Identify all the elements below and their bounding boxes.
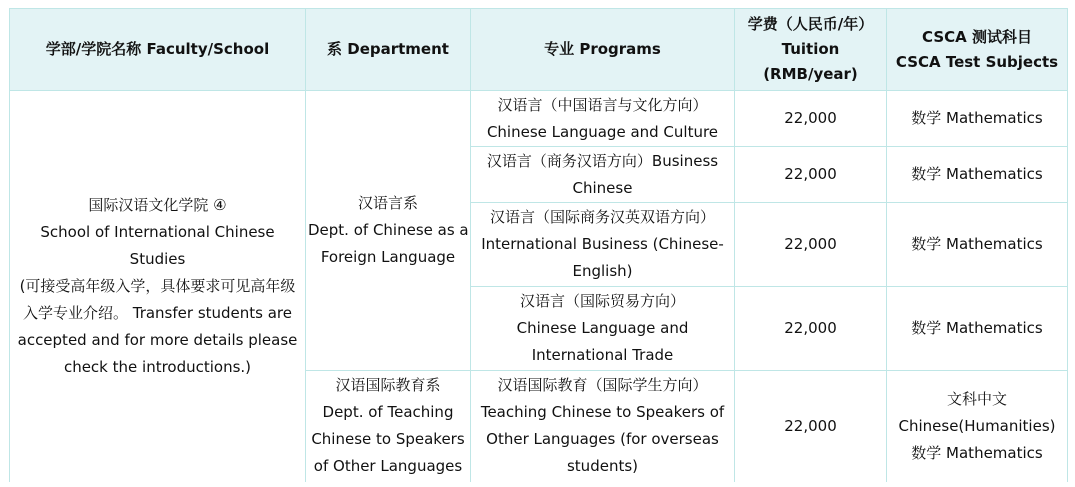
- subjects-cell: [887, 371, 1068, 482]
- table-row: [10, 91, 1068, 147]
- program-line: 汉语国际教育（国际学生方向）: [497, 376, 708, 395]
- department-line: Dept. of Teaching: [322, 403, 454, 422]
- header-subjects-line: CSCA Test Subjects: [895, 52, 1059, 71]
- header-tuition-line: 学费（人民币/年）: [747, 15, 874, 33]
- faculty-line: School of International Chinese: [40, 222, 275, 241]
- tuition-cell: [735, 203, 887, 287]
- program-cell: [471, 147, 735, 203]
- tuition-value: 22,000: [784, 319, 837, 337]
- header-department-text: 系 Department: [327, 40, 449, 58]
- department-cell: [306, 91, 471, 371]
- faculty-cell: [10, 91, 306, 482]
- tuition-value: 22,000: [784, 416, 837, 435]
- header-programs: [471, 9, 735, 91]
- header-department: [306, 9, 471, 91]
- header-faculty: [10, 9, 306, 91]
- program-cell: [471, 203, 735, 287]
- department-line: of Other Languages: [313, 457, 463, 476]
- header-tuition-line: Tuition: [781, 40, 840, 58]
- department-line: 汉语国际教育系: [335, 376, 441, 395]
- program-line: English): [572, 262, 633, 280]
- faculty-line: 国际汉语文化学院 ④: [88, 195, 227, 214]
- faculty-line: 入学专业介绍。 Transfer students are: [22, 303, 293, 322]
- tuition-value: 22,000: [784, 165, 837, 183]
- program-line: 汉语言（国际商务汉英双语方向）: [489, 208, 715, 226]
- faculty-line: Studies: [129, 249, 186, 268]
- tuition-cell: [735, 371, 887, 482]
- department-line: Chinese to Speakers: [311, 430, 465, 449]
- program-cell: [471, 371, 735, 482]
- faculty-line: (可接受高年级入学，具体要求可见高年级: [19, 276, 296, 295]
- subjects-cell: [887, 147, 1068, 203]
- header-subjects: [887, 9, 1068, 91]
- program-line: 汉语言（国际贸易方向）: [519, 292, 685, 310]
- program-line: Other Languages (for overseas: [486, 430, 719, 449]
- subject-line: 数学 Mathematics: [911, 109, 1043, 127]
- header-row: [10, 9, 1068, 91]
- subject-line: 数学 Mathematics: [911, 235, 1043, 253]
- program-cell: [471, 91, 735, 147]
- subjects-cell: [887, 91, 1068, 147]
- program-line: Chinese Language and: [516, 319, 689, 337]
- program-cell: [471, 287, 735, 371]
- department-line: Dept. of Chinese as a: [308, 221, 469, 239]
- subject-line: 数学 Mathematics: [911, 319, 1043, 337]
- subject-line: 文科中文: [946, 389, 1007, 408]
- header-programs-text: 专业 Programs: [544, 40, 661, 58]
- program-line: International Trade: [531, 346, 674, 364]
- program-line: Chinese Language and Culture: [486, 122, 719, 141]
- programs-table: [9, 8, 1068, 482]
- department-cell: [306, 371, 471, 482]
- program-line: International Business (Chinese-: [481, 235, 724, 253]
- subject-line: 数学 Mathematics: [911, 165, 1043, 183]
- tuition-value: 22,000: [784, 109, 837, 127]
- subject-line: Chinese(Humanities): [898, 416, 1056, 435]
- header-tuition: [735, 9, 887, 91]
- program-line: students): [566, 457, 638, 476]
- program-line: 汉语言（商务汉语方向）Business: [486, 151, 719, 170]
- tuition-cell: [735, 91, 887, 147]
- program-line: Teaching Chinese to Speakers of: [480, 403, 725, 422]
- subject-line: 数学 Mathematics: [911, 443, 1043, 462]
- program-line: 汉语言（中国语言与文化方向）: [497, 95, 708, 114]
- department-line: 汉语言系: [357, 194, 418, 212]
- department-line: Foreign Language: [320, 248, 456, 266]
- tuition-value: 22,000: [784, 235, 837, 253]
- subjects-cell: [887, 203, 1068, 287]
- header-tuition-line: (RMB/year): [763, 65, 858, 83]
- header-faculty-text: 学部/学院名称 Faculty/School: [45, 40, 270, 58]
- subjects-cell: [887, 287, 1068, 371]
- faculty-line: accepted and for more details please: [17, 330, 298, 349]
- tuition-cell: [735, 287, 887, 371]
- faculty-line: check the introductions.): [63, 357, 252, 376]
- header-subjects-line: CSCA 测试科目: [922, 27, 1032, 46]
- program-line: Chinese: [572, 178, 633, 197]
- tuition-cell: [735, 147, 887, 203]
